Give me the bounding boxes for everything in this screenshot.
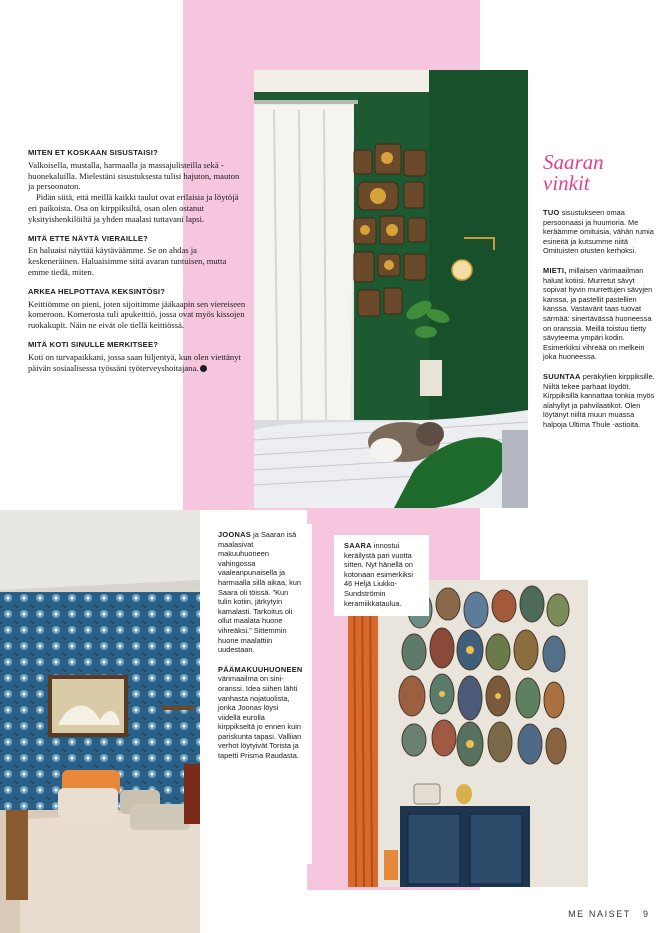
answer-paragraph: Keittiömme on pieni, joten sijoitimme jääkaapin sen viereiseen komeroon. Komerosta tuli apukeittiö, jossa ovat myös kissojen ruokakupit. Näin ne eivät ole tiellä keittiössä. <box>28 298 246 331</box>
question-heading: MITEN ET KOSKAAN SISUSTAISI? <box>28 148 158 157</box>
tip-lead: TUO <box>543 208 560 217</box>
photo-ceramic-wall <box>348 580 588 887</box>
answer-text: Koti on turvapaikkani, jossa saan hiljentyä, kun olen viettänyt päivän sosiaalisessa työssäni työterveyshoitajana. <box>28 351 241 373</box>
photo-blue-bedroom <box>0 510 200 933</box>
caption-paragraph <box>218 665 302 761</box>
tip-lead: MIETI, <box>543 265 567 275</box>
caption-paragraph <box>344 541 419 608</box>
answer-paragraph: Pidän siitä, että meillä kaikki taulut ovat erilaisia ja löytöjä eri paikoista. Osa on kirppiksiltä, osan olen ostanut yksityishenkilöiltä ja yhden maalasi tuttavani lapsi. <box>28 192 239 224</box>
sidebar-title-line: vinkit <box>543 171 590 195</box>
tip-lead: SUUNTAA <box>543 371 581 381</box>
page-number: 9 <box>642 909 648 919</box>
sidebar-title <box>543 152 655 194</box>
caption-text: innostui keräilystä pari vuotta sitten. Nyt hänellä on kotonaan esimerkiksi 46 Heljä Liukko-Sundströmin keramiikkataulua. <box>344 541 414 608</box>
tip-text: millaisen värimaailman haluat kotiisi. Murretut sävyt sopivat hyvin murrettujen sävyjen kanssa, ja pastellit pastellien kanssa. Vastavärit taas tuovat särmää: sinertävässä huoneessa on oranssia. Meillä toistuu tietty sävyteema ympäri kodin. Esimerkiksi vihreää on melkein joka huoneessa. <box>543 265 653 362</box>
answer-paragraph: En haluaisi näyttää käytäväämme. Se on ahdas ja keskeneräinen. Haluaisimme siitä avaran tuntuisen, mutta emme tiedä, miten. <box>28 245 227 277</box>
caption-text: värimaailma on sini-oranssi. Idea siihen lähti vanhasta nojatuolista, jonka Joonas löysi viidellä eurolla kirppikseltä jo ennen kuin pariskunta tapasi. Valliian verhot löytyivät Torista ja tapetti Prisma Raudasta. <box>218 674 302 761</box>
caption-card-joonas <box>208 524 312 864</box>
photo-green-bedroom <box>254 70 528 508</box>
tip-paragraph <box>543 208 655 256</box>
answer-paragraph: Valkoisella, mustalla, harmaalla ja massajulisteilla sekä -huonekaluilla. Mielestäni sisustuksesta tulisi hajuton, mauton ja persoonaton. <box>28 159 240 192</box>
page-footer <box>568 909 648 919</box>
caption-lead: SAARA <box>344 541 372 550</box>
magazine-name: ME NAISET <box>568 909 631 919</box>
caption-card-saara <box>334 535 429 616</box>
article-end-mark <box>200 365 207 372</box>
sidebar-title-line: Saaran <box>543 150 604 174</box>
tip-text: peräkylien kirppiksille. Niiltä tekee parhaat löydöt. Kirppiksillä kannattaa tonkia myös alahyllyt ja pahvilaatikot. Olen löytänyt niiltä muun muassa halpoja Ultima Thule -astioita. <box>543 371 655 429</box>
question-heading: MITÄ KOTI SINULLE MERKITSEE? <box>28 339 159 349</box>
tips-sidebar <box>543 152 655 439</box>
tip-paragraph <box>543 266 655 362</box>
blue-bedroom-illustration <box>0 510 200 933</box>
caption-lead: JOONAS <box>218 530 252 539</box>
caption-paragraph <box>218 530 302 655</box>
tip-text: sisustukseen omaa persoonaasi ja huumoria. Me keräämme omituisia, vähän rumia esineitä ja kutsumme niitä Omituisten otusten kerhoksi. <box>543 208 654 256</box>
green-bedroom-illustration <box>254 70 528 508</box>
caption-text: ja Saaran isä maalasivat makuuhuoneen vahingossa vaaleanpunaisella ja harmaalla sillä aikaa, kun Saara oli töissä. ”Kun tulin kotiin, järkytyin kamalasti. Tarkoitus oli ollut maalata huone vihreäksi.” Sittemmin huone maalattiin uudestaan. <box>218 530 301 655</box>
tip-paragraph <box>543 372 655 430</box>
question-heading: ARKEA HELPOTTAVA KEKSINTÖSI? <box>28 286 166 296</box>
caption-lead: PÄÄMAKUUHUONEEN <box>218 664 303 674</box>
answer-paragraph <box>28 352 246 374</box>
question-heading: MITÄ ETTE NÄYTÄ VIERAILLE? <box>28 233 148 243</box>
ceramic-wall-illustration <box>348 580 588 887</box>
interview-column <box>28 148 246 373</box>
